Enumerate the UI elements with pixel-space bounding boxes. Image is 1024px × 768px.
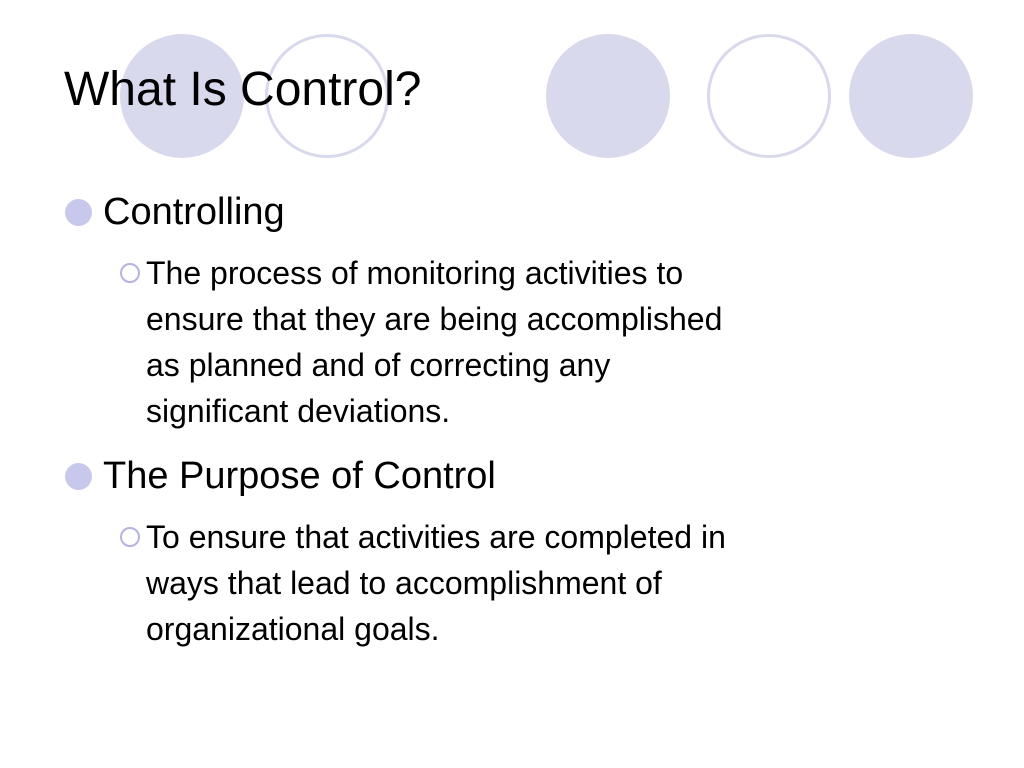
decorative-circle-outline [707, 34, 831, 158]
sub-bullet-text: To ensure that activities are completed in ways that lead to accomplishment of organizational goals. [146, 519, 726, 647]
sub-bullet-item [0, 250, 820, 434]
bullet-text: Controlling [103, 191, 285, 233]
bullet-item [0, 452, 1024, 500]
bullet-text: The Purpose of Control [103, 455, 496, 497]
filled-bullet-icon [65, 463, 92, 490]
decorative-circle-filled [546, 34, 670, 158]
bullet-list [0, 188, 1024, 652]
filled-bullet-icon [65, 199, 92, 226]
sub-bullet-item [0, 514, 820, 652]
slide-title: What Is Control? [64, 63, 422, 116]
hollow-bullet-icon [120, 527, 140, 547]
bullet-item [0, 188, 1024, 236]
decorative-circle-filled [849, 34, 973, 158]
hollow-bullet-icon [120, 263, 140, 283]
sub-bullet-text: The process of monitoring activities to ensure that they are being accomplished as planned and of correcting any significant deviations. [146, 255, 723, 429]
